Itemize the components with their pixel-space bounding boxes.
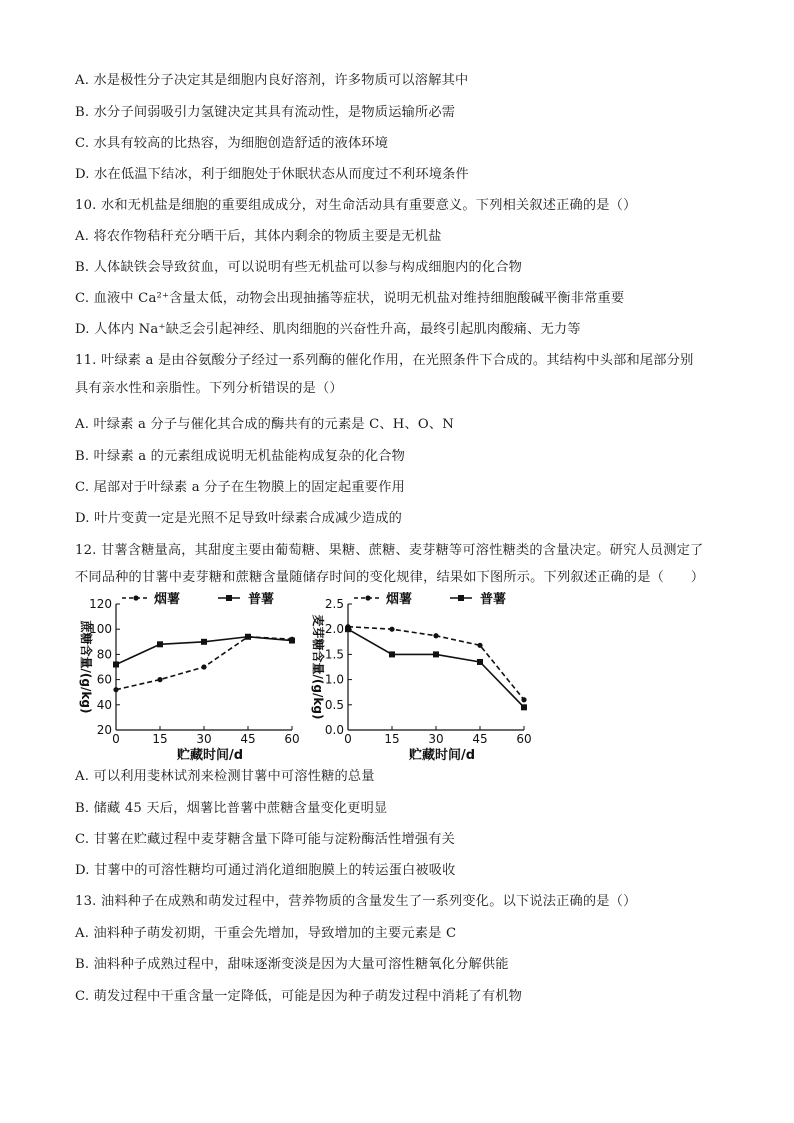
y-tick-label: 1.5: [324, 647, 344, 662]
data-point-pushu: [245, 634, 251, 640]
legend-label: 普薯: [480, 592, 507, 607]
y-tick-label: 100: [89, 622, 112, 637]
data-point-pushu: [433, 651, 439, 657]
legend-marker: [458, 595, 464, 601]
legend-marker: [365, 595, 370, 600]
text-line: D. 叶片变黄一定是光照不足导致叶绿素合成减少造成的: [75, 511, 402, 526]
x-axis-label: 贮藏时间/d: [176, 748, 244, 762]
text-line: 10. 水和无机盐是细胞的重要组成成分，对生命活动具有重要意义。下列相关叙述正确的是（）: [75, 198, 637, 213]
x-tick-label: 45: [472, 732, 488, 746]
y-tick-label: 0.0: [324, 723, 344, 737]
data-point-pushu: [289, 638, 295, 644]
text-line: 11. 叶绿素 a 是由谷氨酸分子经过一系列酶的催化作用，在光照条件下合成的。其结构中头部和尾部分别: [75, 353, 694, 368]
text-line: D. 人体内 Na⁺缺乏会引起神经、肌肉细胞的兴奋性升高，最终引起肌肉酸痛、无力等: [75, 322, 581, 337]
data-point-pushu: [201, 639, 207, 645]
text-line: A. 水是极性分子决定其是细胞内良好溶剂，许多物质可以溶解其中: [75, 73, 469, 88]
y-tick-label: 1.0: [324, 672, 344, 687]
text-line: C. 血液中 Ca²⁺含量太低，动物会出现抽搐等症状，说明无机盐对维持细胞酸碱平衡非常重要: [75, 291, 625, 306]
x-tick-label: 45: [240, 732, 256, 746]
text-line: B. 储藏 45 天后，烟薯比普薯中蔗糖含量变化更明显: [75, 801, 388, 816]
text-line: B. 油料种子成熟过程中，甜味逐渐变淡是因为大量可溶性糖氧化分解供能: [75, 957, 509, 972]
x-tick-label: 30: [428, 732, 444, 746]
data-point-yanshu: [477, 643, 482, 648]
y-tick-label: 40: [96, 697, 112, 712]
legend-label: 烟薯: [386, 592, 413, 607]
data-point-yanshu: [157, 677, 162, 682]
text-line: C. 萌发过程中干重含量一定降低，可能是因为种子萌发过程中消耗了有机物: [75, 989, 523, 1004]
legend-label: 烟薯: [154, 592, 181, 607]
text-line: 具有亲水性和亲脂性。下列分析错误的是（）: [75, 381, 343, 396]
x-tick-label: 15: [384, 732, 400, 746]
data-point-pushu: [477, 659, 483, 665]
sucrose-chart: [68, 592, 304, 762]
legend-marker: [133, 595, 138, 600]
text-line: 12. 甘薯含糖量高，其甜度主要由葡萄糖、果糖、蔗糖、麦芽糖等可溶性糖类的含量决定。研究人员测定了: [75, 543, 704, 558]
text-line: C. 水具有较高的比热容，为细胞创造舒适的液体环境: [75, 136, 389, 151]
y-axis-label: 麦芽糖含量/(g/kg): [311, 614, 325, 720]
data-point-pushu: [521, 704, 527, 710]
text-line: A. 可以利用斐林试剂来检测甘薯中可溶性糖的总量: [75, 769, 375, 784]
data-point-pushu: [157, 641, 163, 647]
x-tick-label: 0: [112, 732, 120, 746]
text-line: A. 将农作物秸秆充分晒干后，其体内剩余的物质主要是无机盐: [75, 229, 442, 244]
data-point-pushu: [389, 651, 395, 657]
data-point-yanshu: [201, 664, 206, 669]
y-tick-label: 2.5: [324, 597, 344, 611]
text-line: A. 油料种子萌发初期，干重会先增加，导致增加的主要元素是 C: [75, 926, 457, 941]
x-tick-label: 60: [284, 732, 300, 746]
legend-marker: [226, 595, 232, 601]
x-tick-label: 30: [196, 732, 212, 746]
y-tick-label: 60: [96, 672, 112, 687]
x-tick-label: 0: [344, 732, 352, 746]
y-tick-label: 2.0: [324, 622, 344, 637]
data-point-yanshu: [433, 633, 438, 638]
text-line: D. 水在低温下结冰，利于细胞处于休眠状态从而度过不利环境条件: [75, 167, 469, 182]
text-line: B. 叶绿素 a 的元素组成说明无机盐能构成复杂的化合物: [75, 449, 406, 464]
data-point-yanshu: [113, 687, 118, 692]
text-line: B. 人体缺铁会导致贫血，可以说明有些无机盐可以参与构成细胞内的化合物: [75, 260, 523, 275]
text-line: B. 水分子间弱吸引力氢键决定其具有流动性，是物质运输所必需: [75, 105, 456, 120]
data-point-yanshu: [389, 627, 394, 632]
text-line: A. 叶绿素 a 分子与催化其合成的酶共有的元素是 C、H、O、N: [75, 417, 455, 432]
x-tick-label: 60: [516, 732, 532, 746]
y-tick-label: 0.5: [324, 697, 344, 712]
data-point-pushu: [345, 626, 351, 632]
maltose-chart: [300, 592, 536, 762]
text-line: C. 尾部对于叶绿素 a 分子在生物膜上的固定起重要作用: [75, 480, 405, 495]
y-axis-label: 蔗糖含量/(g/kg): [79, 620, 93, 714]
y-tick-label: 80: [96, 647, 112, 662]
y-tick-label: 20: [96, 723, 112, 737]
text-line: D. 甘薯中的可溶性糖均可通过消化道细胞膜上的转运蛋白被吸收: [75, 863, 456, 878]
text-line: C. 甘薯在贮藏过程中麦芽糖含量下降可能与淀粉酶活性增强有关: [75, 832, 456, 847]
text-line: 不同品种的甘薯中麦芽糖和蔗糖含量随储存时间的变化规律，结果如下图所示。下列叙述正确的是（ ）: [75, 570, 705, 585]
data-point-pushu: [113, 661, 119, 667]
x-axis-label: 贮藏时间/d: [408, 748, 476, 762]
data-point-yanshu: [521, 697, 526, 702]
x-tick-label: 15: [152, 732, 168, 746]
text-line: 13. 油料种子在成熟和萌发过程中，营养物质的含量发生了一系列变化。以下说法正确的是（）: [75, 894, 637, 909]
legend-label: 普薯: [248, 592, 275, 607]
y-tick-label: 120: [89, 597, 112, 611]
